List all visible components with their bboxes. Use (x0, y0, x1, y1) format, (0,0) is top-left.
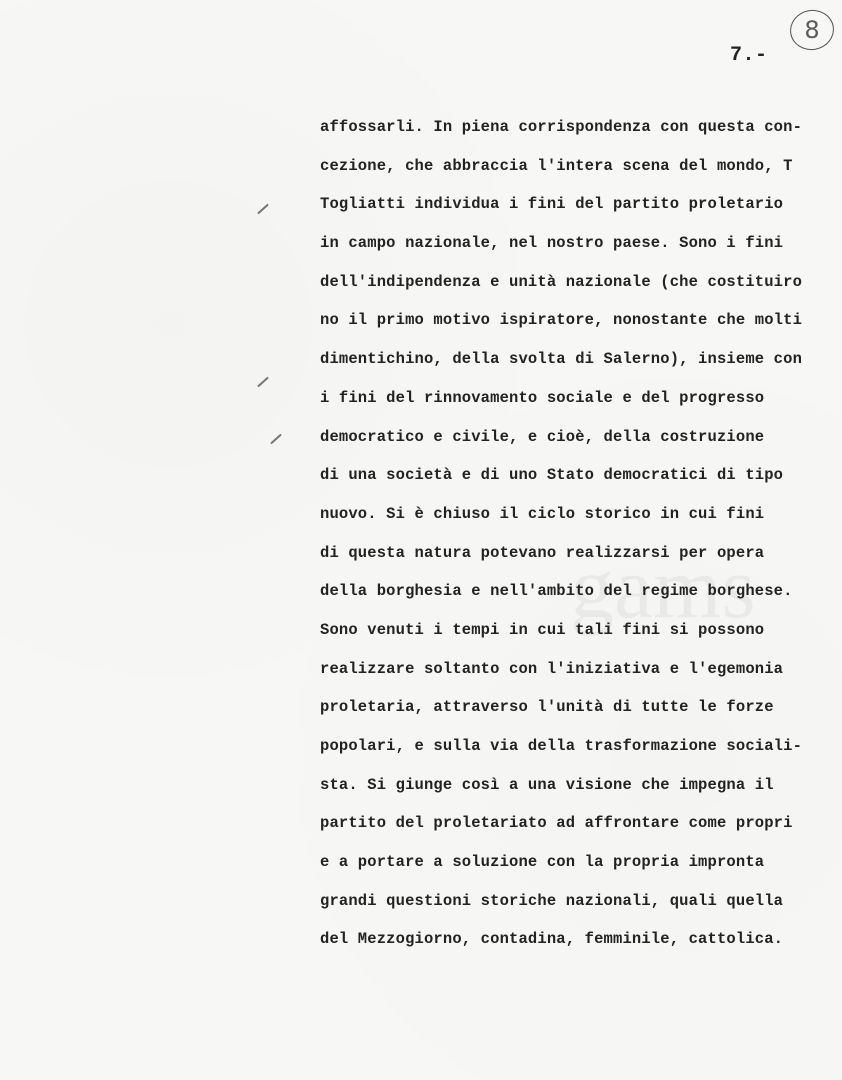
typed-text-block (320, 108, 830, 959)
archive-number-stamp (790, 10, 834, 50)
text-line: dell'indipendenza e unità nazionale (che costituiro (320, 272, 803, 291)
text-line: i fini del rinnovamento sociale e del progresso (320, 388, 765, 407)
text-line: e a portare a soluzione con la propria impronta (320, 853, 765, 872)
margin-tick-mark (270, 434, 282, 445)
text-line: realizzare soltanto con l'iniziativa e l'egemonia (320, 659, 784, 678)
text-line: Sono venuti i tempi in cui tali fini si possono (320, 620, 765, 639)
page-number: 7.- (730, 44, 768, 67)
text-line: di una società e di uno Stato democratici di tipo (320, 466, 784, 485)
text-line: in campo nazionale, nel nostro paese. Sono i fini (320, 234, 784, 253)
text-line: proletaria, attraverso l'unità di tutte le forze (320, 698, 774, 717)
text-line: affossarli. In piena corrispondenza con questa con- (320, 118, 803, 136)
archive-number-text: 8 (804, 16, 820, 44)
text-line: popolari, e sulla via della trasformazione sociali- (320, 737, 803, 755)
text-line: di questa natura potevano realizzarsi per opera (320, 543, 765, 562)
text-line: dimentichino, della svolta di Salerno), insieme con (320, 350, 803, 369)
text-line: sta. Si giunge così a una visione che impegna il (320, 775, 774, 794)
margin-tick-mark (257, 204, 269, 215)
text-line: partito del proletariato ad affrontare come propri (320, 814, 793, 833)
text-line: no il primo motivo ispiratore, nonostante che molti (320, 311, 803, 330)
text-line: Togliatti individua i fini del partito proletario (320, 195, 784, 214)
text-line: cezione, che abbraccia l'intera scena del mondo, T (320, 156, 793, 175)
text-line: della borghesia e nell'ambito del regime borghese. (320, 582, 793, 601)
text-line: democratico e civile, e cioè, della costruzione (320, 427, 765, 446)
text-line: nuovo. Si è chiuso il ciclo storico in cui fini (320, 504, 765, 523)
text-line: del Mezzogiorno, contadina, femminile, cattolica. (320, 930, 784, 949)
text-line: grandi questioni storiche nazionali, quali quella (320, 891, 784, 910)
margin-tick-mark (257, 377, 269, 388)
